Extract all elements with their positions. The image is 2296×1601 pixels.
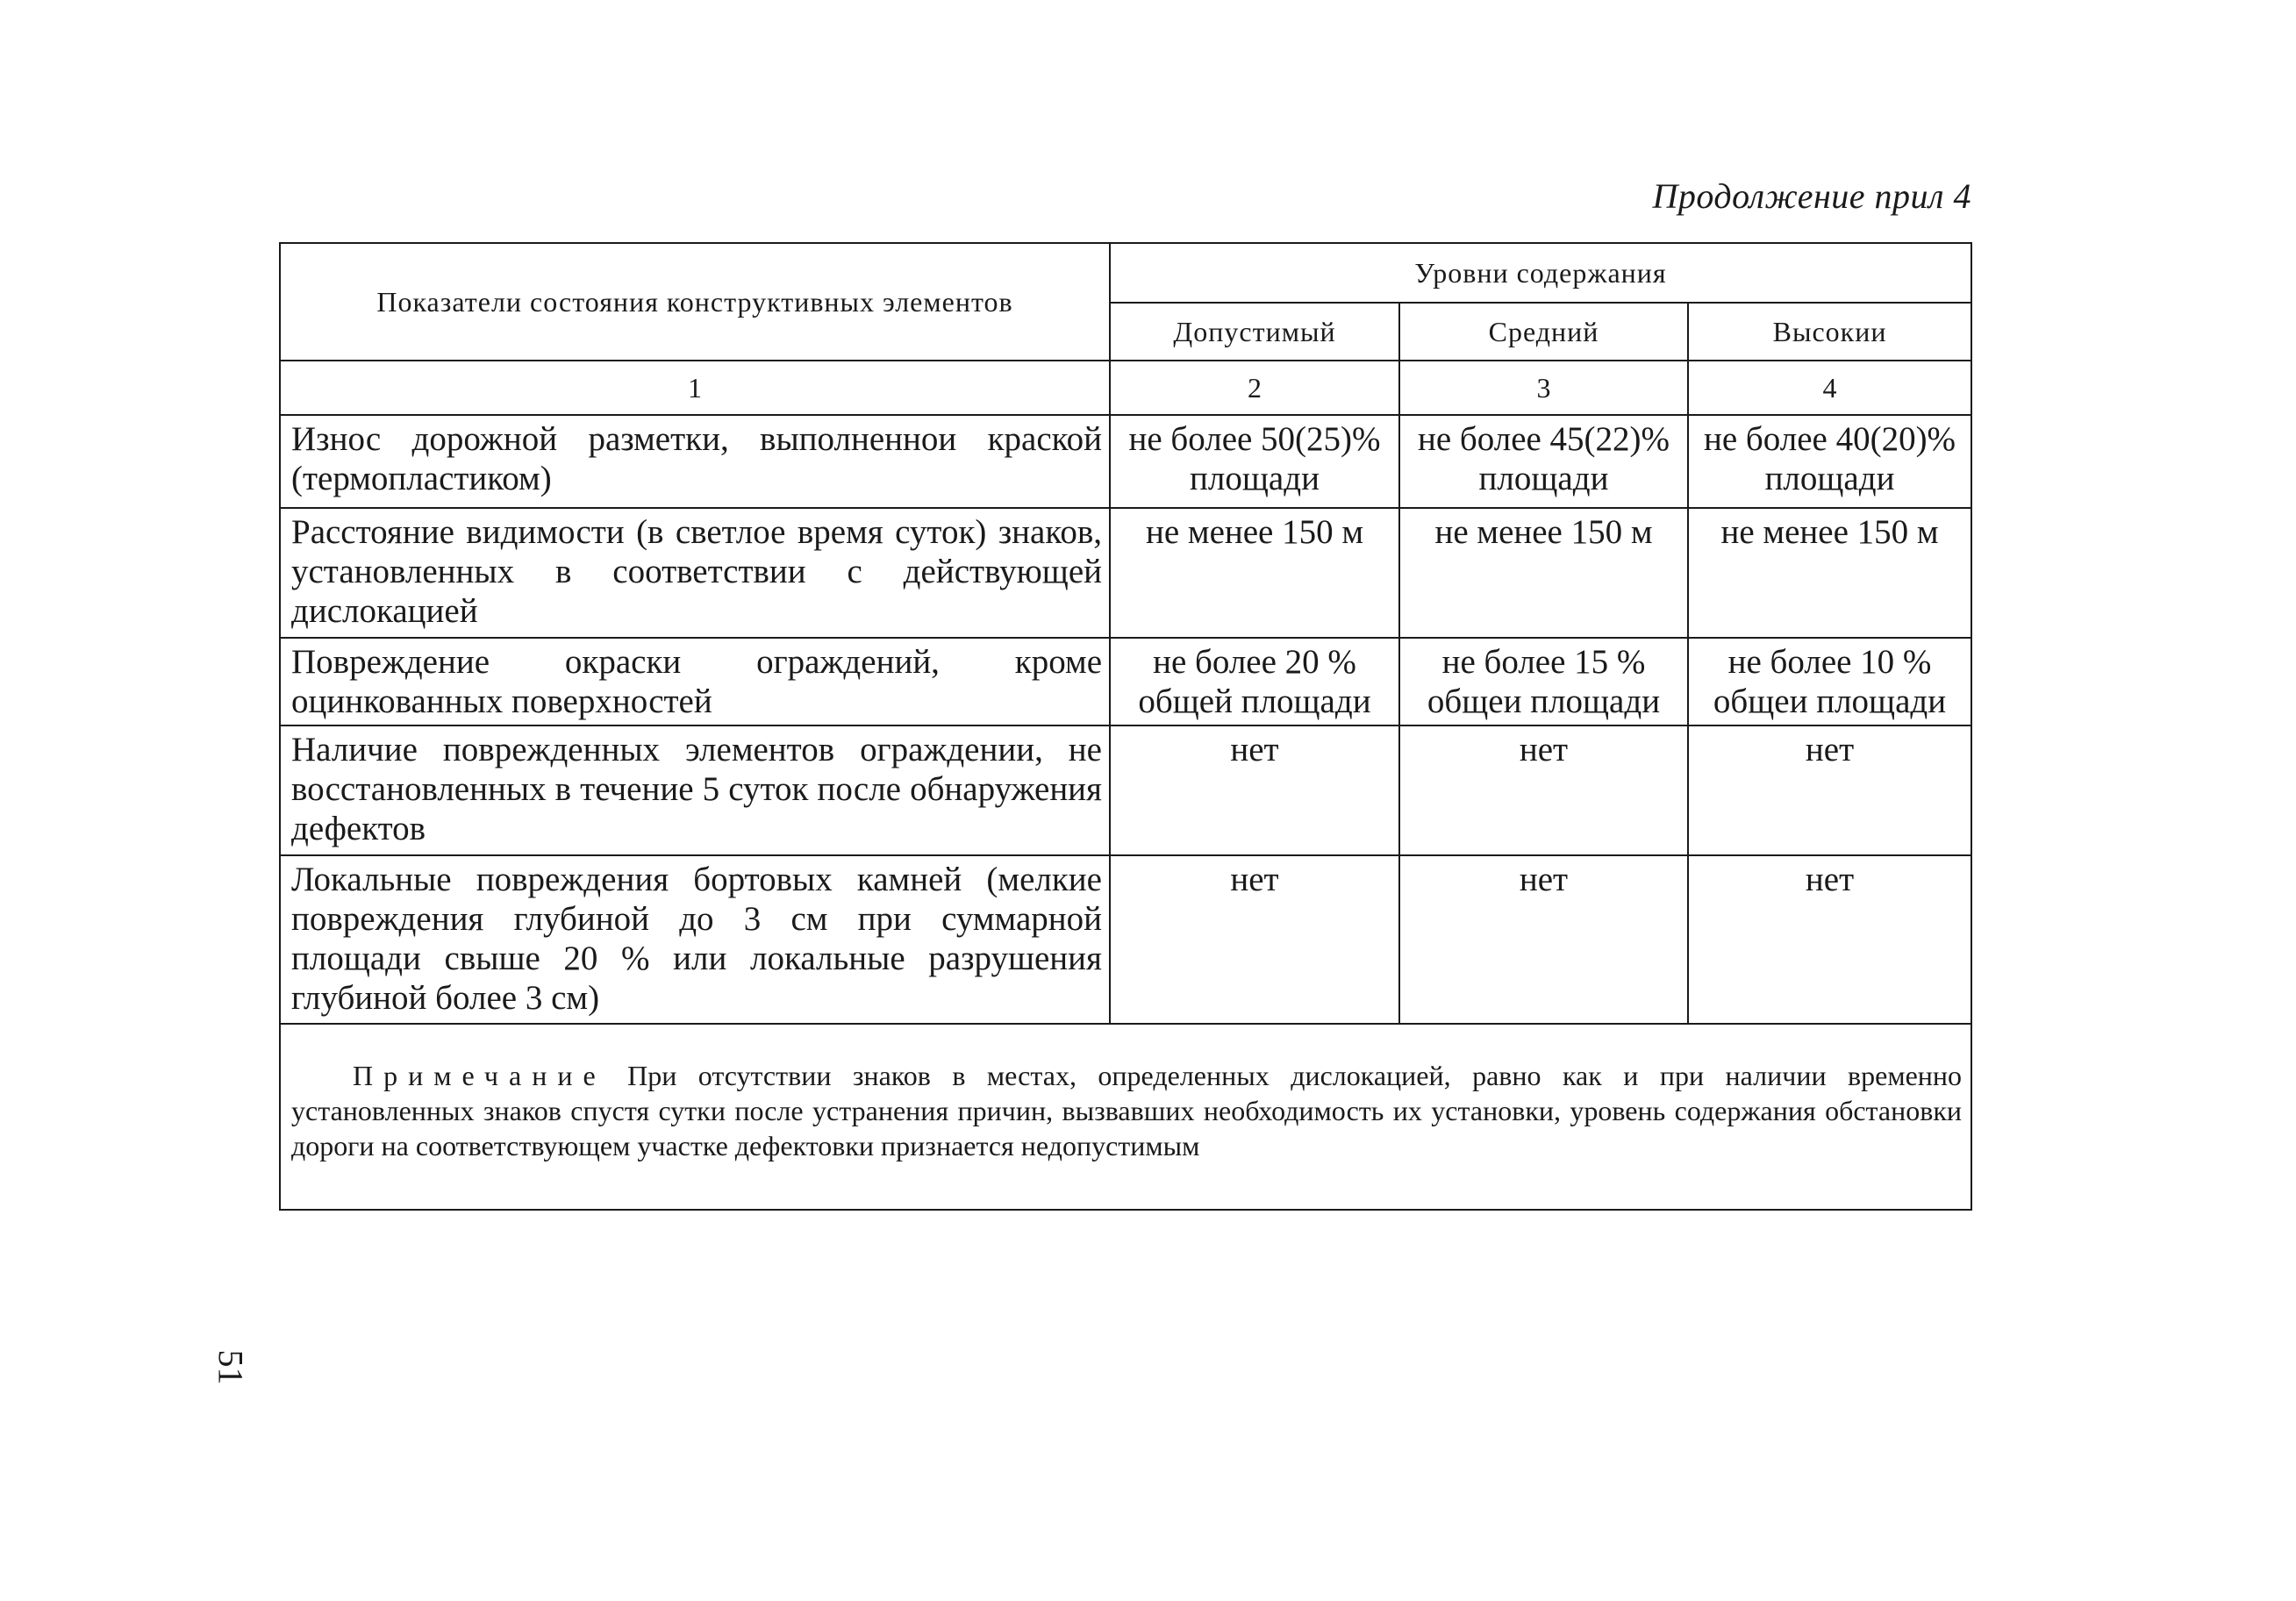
value-cell: не более 20 % общей площади — [1110, 638, 1399, 725]
indicator-column-header: Показатели состояния конструктивных элементов — [280, 243, 1110, 361]
level-header-high: Высокии — [1688, 303, 1971, 361]
value-cell: не более 10 % общеи площади — [1688, 638, 1971, 725]
indicator-cell: Расстояние видимости (в светлое время суток) знаков, установленных в соответствии с действующей дислокацией — [280, 508, 1110, 638]
levels-header: Уровни содержания — [1110, 243, 1971, 303]
indicator-cell: Наличие поврежденных элементов ограждении, не восстановленных в течение 5 суток после обнаружения дефектов — [280, 725, 1110, 855]
value-cell: не более 15 % общеи площади — [1399, 638, 1688, 725]
value-cell: нет — [1399, 855, 1688, 1024]
maintenance-levels-table — [279, 242, 1972, 1211]
indicator-cell: Локальные повреждения бортовых камней (мелкие повреждения глубиной до 3 см при суммарной площади свыше 20 % или локальные разрушения глубиной более 3 см) — [280, 855, 1110, 1024]
note-text: При отсутствии знаков в местах, определенных дислокацией, равно как и при наличии временно установленных знаков спустя сутки после устранения причин, вызвавших необходимость их установки, уровень содержания обстановки дороги на соответствующем участке дефектовки признается недопустимым — [291, 1060, 1963, 1161]
indicator-cell: Повреждение окраски ограждений, кроме оцинкованных поверхностей — [280, 638, 1110, 725]
value-cell: не более 45(22)% площади — [1399, 415, 1688, 508]
note-label: Примечание — [353, 1060, 606, 1091]
value-cell: не менее 150 м — [1399, 508, 1688, 638]
value-cell: не менее 150 м — [1688, 508, 1971, 638]
column-number-3: 3 — [1399, 361, 1688, 415]
table-row — [280, 725, 1971, 855]
value-cell: нет — [1110, 725, 1399, 855]
value-cell: нет — [1399, 725, 1688, 855]
column-number-4: 4 — [1688, 361, 1971, 415]
column-number-1: 1 — [280, 361, 1110, 415]
value-cell: не более 50(25)% площади — [1110, 415, 1399, 508]
table-row — [280, 415, 1971, 508]
value-cell: нет — [1688, 855, 1971, 1024]
value-cell: не менее 150 м — [1110, 508, 1399, 638]
page-number: 51 — [211, 1349, 251, 1385]
value-cell: нет — [1688, 725, 1971, 855]
column-number-2: 2 — [1110, 361, 1399, 415]
level-header-medium: Средний — [1399, 303, 1688, 361]
table-row — [280, 855, 1971, 1024]
value-cell: нет — [1110, 855, 1399, 1024]
continuation-label: Продолжение прил 4 — [1652, 176, 1971, 216]
indicator-cell: Износ дорожной разметки, выполненнои краской (термопластиком) — [280, 415, 1110, 508]
note-cell — [280, 1024, 1971, 1210]
value-cell: не более 40(20)% площади — [1688, 415, 1971, 508]
level-header-acceptable: Допустимый — [1110, 303, 1399, 361]
table-row — [280, 638, 1971, 725]
table-row — [280, 508, 1971, 638]
